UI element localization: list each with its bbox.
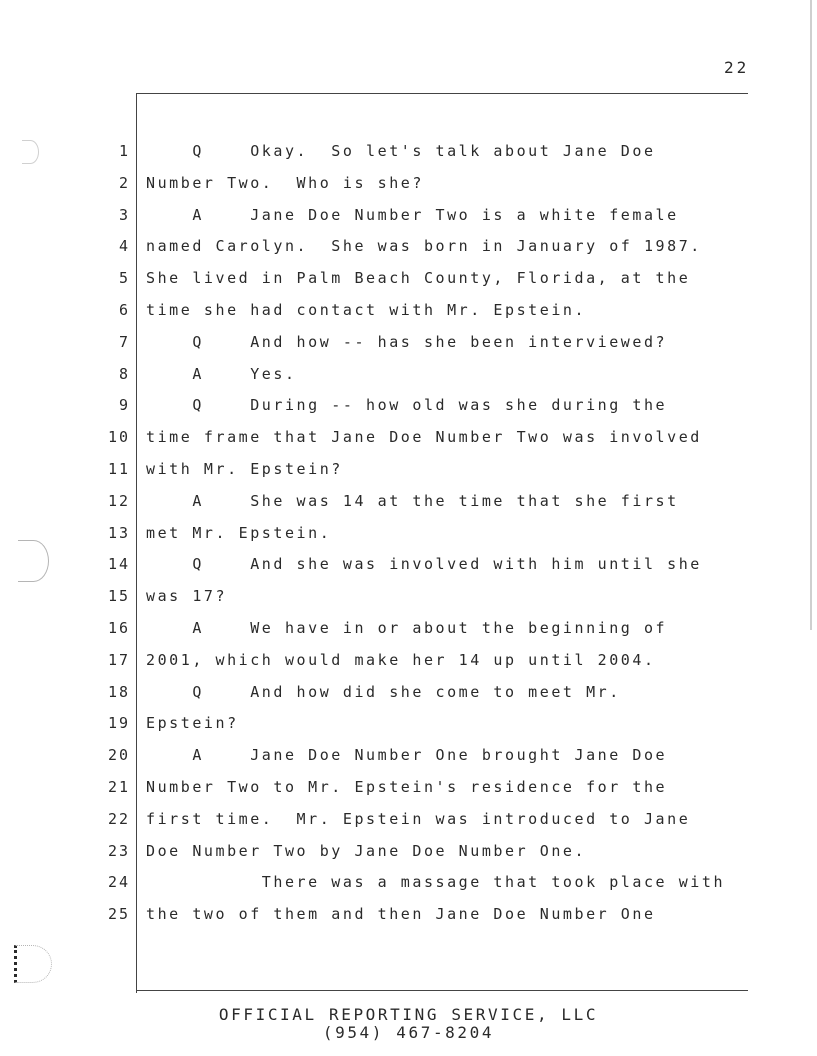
line-number: 7 (118, 332, 130, 351)
line-number: 9 (118, 396, 130, 415)
line-number: 16 (107, 618, 130, 637)
line-number: 19 (107, 714, 130, 733)
page-edge-shadow (810, 0, 812, 630)
transcript-line: A Jane Doe Number One brought Jane Doe (146, 746, 668, 765)
line-number: 11 (107, 459, 130, 478)
line-number: 14 (107, 555, 130, 574)
transcript-line: A Yes. (146, 364, 297, 383)
line-number: 6 (118, 300, 130, 319)
transcript-line: met Mr. Epstein. (146, 523, 332, 542)
transcript-line: Epstein? (146, 714, 239, 733)
line-number: 15 (107, 587, 130, 606)
frame-bottom-rule (136, 990, 748, 991)
transcript-line: Q And how did she come to meet Mr. (146, 682, 621, 701)
line-number: 17 (107, 650, 130, 669)
line-number-column (90, 140, 130, 935)
line-number: 2 (118, 173, 130, 192)
transcript-line: time frame that Jane Doe Number Two was involved (146, 428, 702, 447)
transcript-line: 2001, which would make her 14 up until 2004. (146, 650, 656, 669)
frame-top-rule (136, 93, 748, 94)
line-number: 22 (107, 809, 130, 828)
line-number: 10 (107, 428, 130, 447)
transcript-line: named Carolyn. She was born in January of 1987. (146, 237, 702, 256)
transcript-line: A We have in or about the beginning of (146, 618, 668, 637)
frame-left-rule (136, 93, 137, 993)
transcript-line: A Jane Doe Number Two is a white female (146, 205, 679, 224)
line-number: 1 (118, 142, 130, 160)
transcript-line: Number Two to Mr. Epstein's residence for the (146, 777, 668, 796)
transcript-line: Q And how -- has she been interviewed? (146, 332, 668, 351)
page-number: 22 (724, 58, 750, 77)
transcript-line: was 17? (146, 587, 228, 606)
line-number: 20 (107, 746, 130, 765)
line-number: 18 (107, 682, 130, 701)
transcript-line: Number Two. Who is she? (146, 173, 424, 192)
transcript-line: with Mr. Epstein? (146, 459, 343, 478)
transcript-line: the two of them and then Jane Doe Number One (146, 905, 656, 924)
transcript-line: Q Okay. So let's talk about Jane Doe (146, 142, 656, 160)
punch-hole-middle (18, 540, 49, 582)
line-number: 25 (107, 905, 130, 924)
line-number: 23 (107, 841, 130, 860)
footer-phone-number: (954) 467-8204 (322, 1023, 495, 1042)
line-number: 4 (118, 237, 130, 256)
line-number: 13 (107, 523, 130, 542)
transcript-body (146, 140, 746, 935)
line-number: 5 (118, 269, 130, 288)
transcript-line: Q During -- how old was she during the (146, 396, 668, 415)
line-number: 12 (107, 491, 130, 510)
line-number: 8 (118, 364, 130, 383)
line-number: 24 (107, 873, 130, 892)
footer-company-name: OFFICIAL REPORTING SERVICE, LLC (218, 1005, 599, 1024)
punch-hole-bottom (14, 945, 52, 983)
transcript-line: Doe Number Two by Jane Doe Number One. (146, 841, 587, 860)
transcript-line: Q And she was involved with him until she (146, 555, 702, 574)
line-number: 21 (107, 777, 130, 796)
transcript-line: She lived in Palm Beach County, Florida, at the (146, 269, 691, 288)
transcript-line: time she had contact with Mr. Epstein. (146, 300, 587, 319)
punch-hole-top (22, 140, 39, 164)
transcript-line: first time. Mr. Epstein was introduced to Jane (146, 809, 691, 828)
line-number: 3 (118, 205, 130, 224)
transcript-line: A She was 14 at the time that she first (146, 491, 679, 510)
transcript-line: There was a massage that took place with (146, 873, 726, 892)
